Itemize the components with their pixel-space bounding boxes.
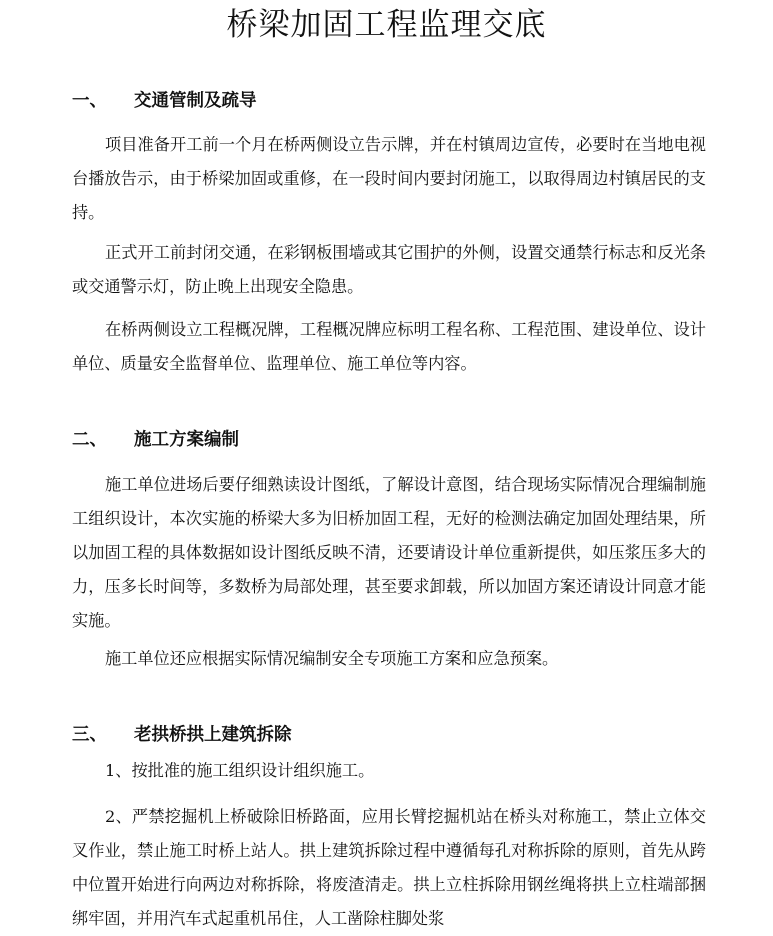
section-1-paragraph-1: 项目准备开工前一个月在桥两侧设立告示牌，并在村镇周边宣传，必要时在当地电视台播放告示，由于桥梁加固或重修，在一段时间内要封闭施工，以取得周边村镇居民的支持。: [72, 135, 706, 222]
document-title: 桥梁加固工程监理交底: [226, 7, 547, 43]
section-heading-1: [72, 88, 257, 114]
section-title-1: 交通管制及疏导: [134, 91, 257, 111]
section-heading-2: [72, 427, 239, 453]
section-2-paragraph-1: 施工单位进场后要仔细熟读设计图纸，了解设计意图，结合现场实际情况合理编制施工组织设计，本次实施的桥梁大多为旧桥加固工程，无好的检测法确定加固处理结果，所以加固工程的具体数据如设计图纸反映不清，还要请设计单位重新提供，如压浆压多大的力，压多长时间等，多数桥为局部处理，甚至要求卸载，所以加固方案还请设计同意才能实施。: [72, 475, 706, 630]
section-1-paragraph-3: 在桥两侧设立工程概况牌，工程概况牌应标明工程名称、工程范围、建设单位、设计单位、质量安全监督单位、监理单位、施工单位等内容。: [72, 320, 706, 373]
section-2-paragraph-2: 施工单位还应根据实际情况编制安全专项施工方案和应急预案。: [105, 649, 559, 668]
section-number-2: 二、: [72, 430, 107, 450]
section-3-paragraph-1: 1、按批准的施工组织设计组织施工。: [105, 761, 375, 780]
section-title-2: 施工方案编制: [134, 430, 239, 450]
section-heading-3: [72, 722, 292, 748]
section-3-paragraph-2: 2、严禁挖掘机上桥破除旧桥路面，应用长臂挖掘机站在桥头对称施工，禁止立体交叉作业，禁止施工时桥上站人。拱上建筑拆除过程中遵循每孔对称拆除的原则，首先从跨中位置开始进行向两边对称拆除，将废渣清走。拱上立柱拆除用钢丝绳将拱上立柱端部捆绑牢固，并用汽车式起重机吊住，人工凿除柱脚处浆: [72, 807, 706, 928]
section-number-1: 一、: [72, 91, 107, 111]
section-title-3: 老拱桥拱上建筑拆除: [134, 725, 292, 745]
section-1-paragraph-2: 正式开工前封闭交通，在彩钢板围墙或其它围护的外侧，设置交通禁行标志和反光条或交通警示灯，防止晚上出现安全隐患。: [72, 243, 706, 296]
section-number-3: 三、: [72, 725, 107, 745]
